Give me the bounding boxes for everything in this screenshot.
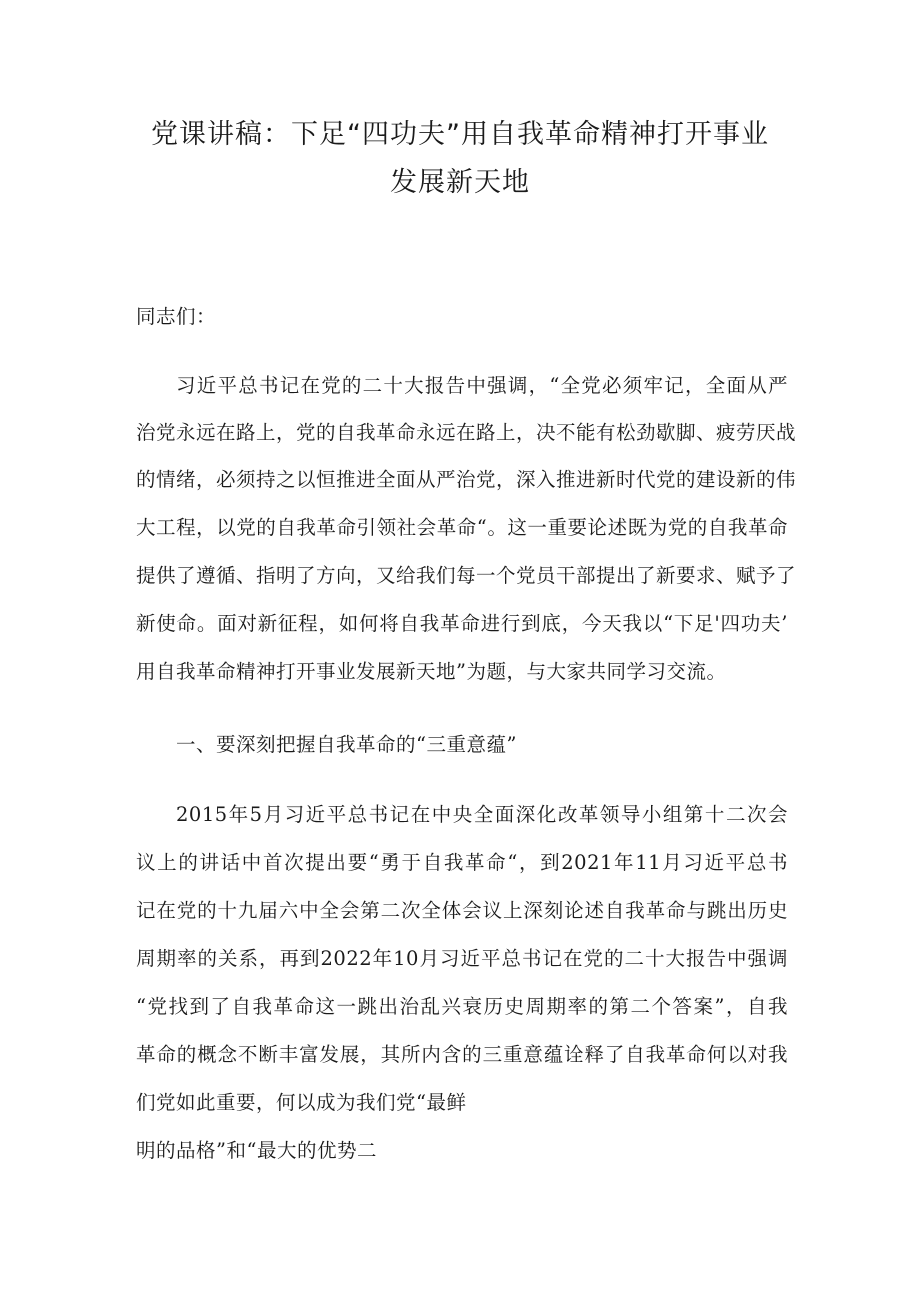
paragraph-3-line: 明的品格”和“最大的优势二 [136, 1139, 377, 1162]
paragraph-1-line: 大工程，以党的自我革命引领社会革命“。这一重要论述既为党的自我革命 [136, 516, 788, 539]
paragraph-2-line: 2015年5月习近平总书记在中央全面深化改革领导小组第十二次会 [176, 803, 788, 826]
paragraph-1-line: 用自我革命精神打开事业发展新天地”为题，与大家共同学习交流。 [136, 660, 727, 683]
document-title-line-1: 党课讲稿：下足“四功夫”用自我革命精神打开事业 [151, 119, 769, 150]
paragraph-2-line: 议上的讲话中首次提出要“勇于自我革命“，到2021年11月习近平总书 [136, 851, 788, 874]
paragraph-2-line: 们党如此重要，何以成为我们党“最鲜 [136, 1091, 467, 1114]
salutation: 同志们： [136, 305, 217, 328]
paragraph-1-line: 习近平总书记在党的二十大报告中强调，“全党必须牢记，全面从严 [176, 374, 788, 397]
paragraph-2-line: 革命的概念不断丰富发展，其所内含的三重意蕴诠释了自我革命何以对我 [136, 1043, 788, 1066]
paragraph-1-line: 新使命。面对新征程，如何将自我革命进行到底，今天我以“下足'四功夫’ [136, 612, 788, 635]
paragraph-1-line: 治党永远在路上，党的自我革命永远在路上，决不能有松劲歇脚、疲劳厌战 [136, 421, 797, 444]
paragraph-1-line: 的情绪，必须持之以恒推进全面从严治党，深入推进新时代党的建设新的伟 [136, 468, 797, 491]
paragraph-2-line: 周期率的关系，再到2022年10月习近平总书记在党的二十大报告中强调 [136, 947, 788, 970]
paragraph-2-line: 记在党的十九届六中全会第二次全体会议上深刻论述自我革命与跳出历史 [136, 899, 788, 922]
paragraph-2-line: “党找到了自我革命这一跳出治乱兴衰历史周期率的第二个答案”，自我 [136, 995, 788, 1018]
paragraph-1-line: 提供了遵循、指明了方向，又给我们每一个党员干部提出了新要求、赋予了 [136, 564, 797, 587]
section-heading-1: 一、要深刻把握自我革命的“三重意蕴” [176, 733, 517, 756]
document-title-line-2: 发展新天地 [390, 167, 530, 198]
